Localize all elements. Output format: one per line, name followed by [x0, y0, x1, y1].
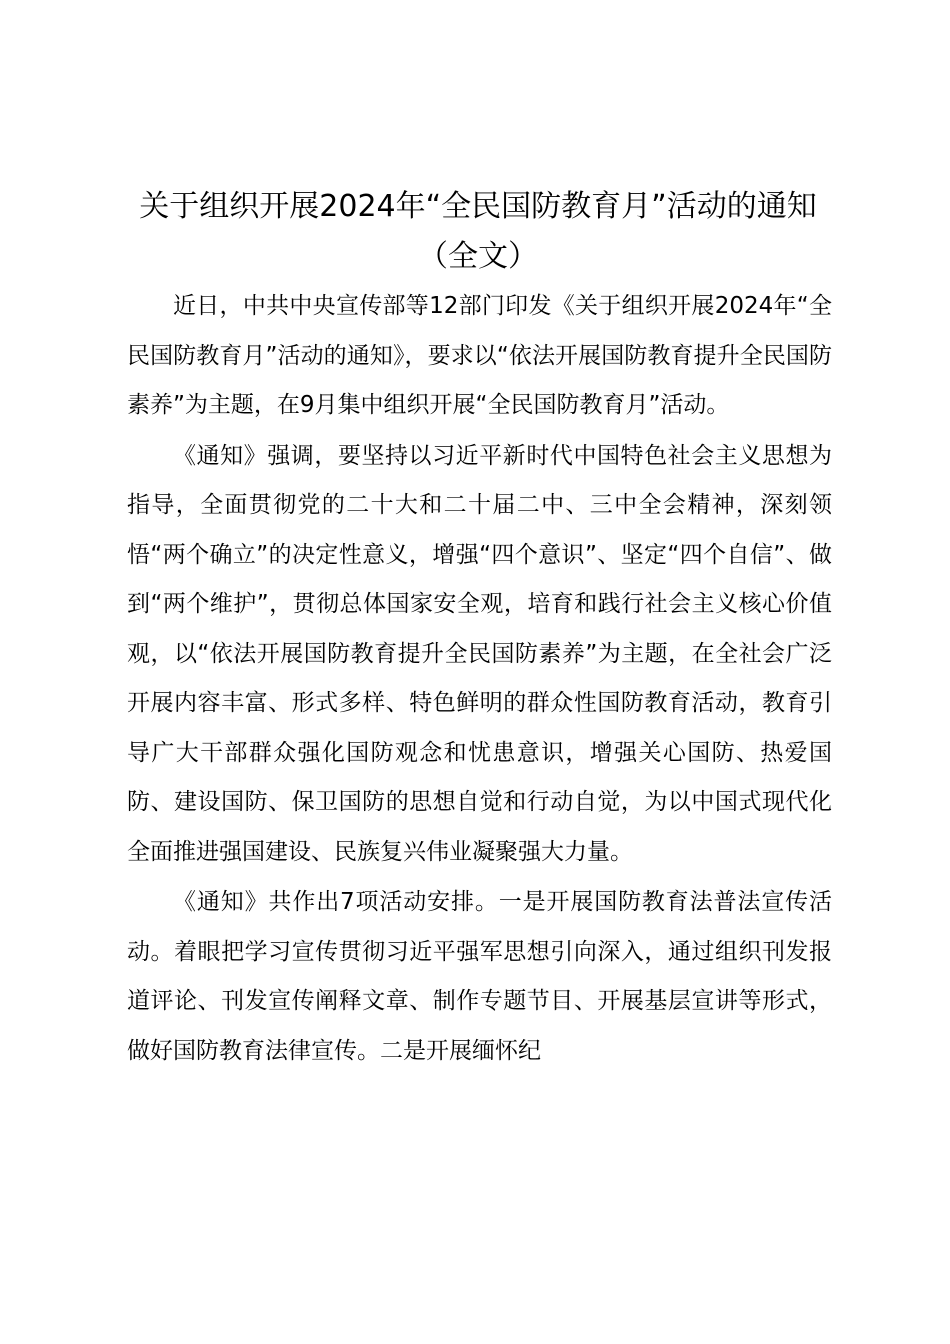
- paragraph-3: 《通知》共作出7项活动安排。一是开展国防教育法普法宣传活动。着眼把学习宣传贯彻习近平强军思想引向深入，通过组织刊发报道评论、刊发宣传阐释文章、制作专题节目、开展基层宣讲等形式，做好国防教育法律宣传。二是开展缅怀纪: [127, 889, 832, 1064]
- paragraph-1: 近日，中共中央宣传部等12部门印发《关于组织开展2024年“全民国防教育月”活动的通知》，要求以“依法开展国防教育提升全民国防素养”为主题，在9月集中组织开展“全民国防教育月”活动。: [127, 293, 832, 418]
- paragraph-2: 《通知》强调，要坚持以习近平新时代中国特色社会主义思想为指导，全面贯彻党的二十大和二十届二中、三中全会精神，深刻领悟“两个确立”的决定性意义，增强“四个意识”、坚定“四个自信”、做到“两个维护”，贯彻总体国家安全观，培育和践行社会主义核心价值观，以“依法开展国防教育提升全民国防素养”为主题，在全社会广泛开展内容丰富、形式多样、特色鲜明的群众性国防教育活动，教育引导广大干部群众强化国防观念和忧患意识，增强关心国防、热爱国防、建设国防、保卫国防的思想自觉和行动自觉，为以中国式现代化全面推进强国建设、民族复兴伟业凝聚强大力量。: [127, 442, 832, 865]
- document-body: [127, 282, 832, 1076]
- document-title: 关于组织开展2024年“全民国防教育月”活动的通知（全文）: [139, 189, 817, 274]
